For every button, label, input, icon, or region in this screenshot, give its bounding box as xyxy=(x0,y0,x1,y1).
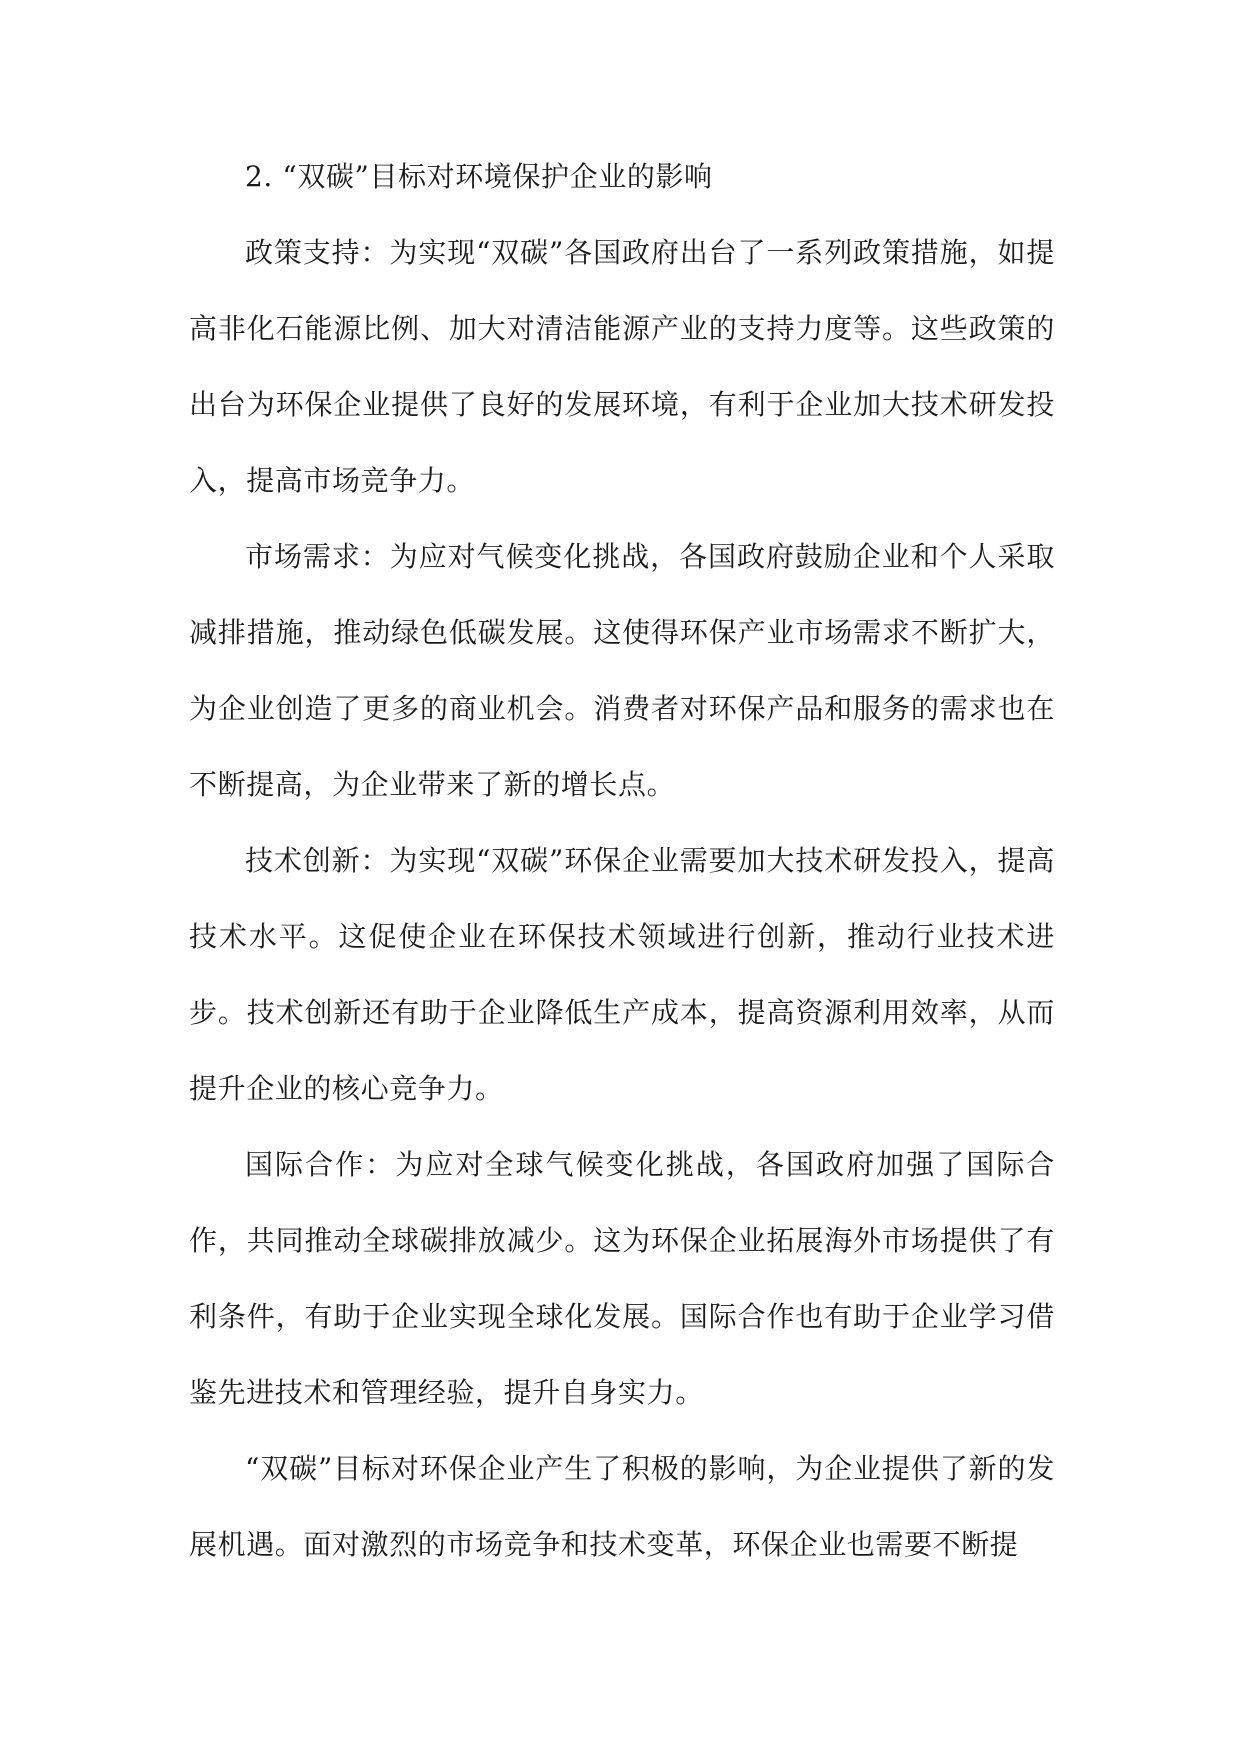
paragraph-tech-innovation: 技术创新：为实现“双碳”环保企业需要加大技术研发投入，提高技术水平。这促使企业在环保技术领域进行创新，推动行业技术进步。技术创新还有助于企业降低生产成本，提高资源利用效率，从而提升企业的核心竞争力。 xyxy=(189,844,1055,1105)
paragraph-market-demand: 市场需求：为应对气候变化挑战，各国政府鼓励企业和个人采取减排措施，推动绿色低碳发展。这使得环保产业市场需求不断扩大，为企业创造了更多的商业机会。消费者对环保产品和服务的需求也在不断提高，为企业带来了新的增长点。 xyxy=(189,540,1055,801)
section-heading: 2. “双碳”目标对环境保护企业的影响 xyxy=(245,160,713,193)
paragraph-summary: “双碳”目标对环保企业产生了积极的影响，为企业提供了新的发展机遇。面对激烈的市场竞争和技术变革，环保企业也需要不断提 xyxy=(189,1452,1055,1561)
paragraph-policy-support: 政策支持：为实现“双碳”各国政府出台了一系列政策措施，如提高非化石能源比例、加大对清洁能源产业的支持力度等。这些政策的出台为环保企业提供了良好的发展环境，有利于企业加大技术研发投入，提高市场竞争力。 xyxy=(189,236,1055,497)
paragraph-international-cooperation: 国际合作：为应对全球气候变化挑战，各国政府加强了国际合作，共同推动全球碳排放减少。这为环保企业拓展海外市场提供了有利条件，有助于企业实现全球化发展。国际合作也有助于企业学习借鉴先进技术和管理经验，提升自身实力。 xyxy=(189,1148,1055,1409)
document-body xyxy=(189,139,1055,1583)
